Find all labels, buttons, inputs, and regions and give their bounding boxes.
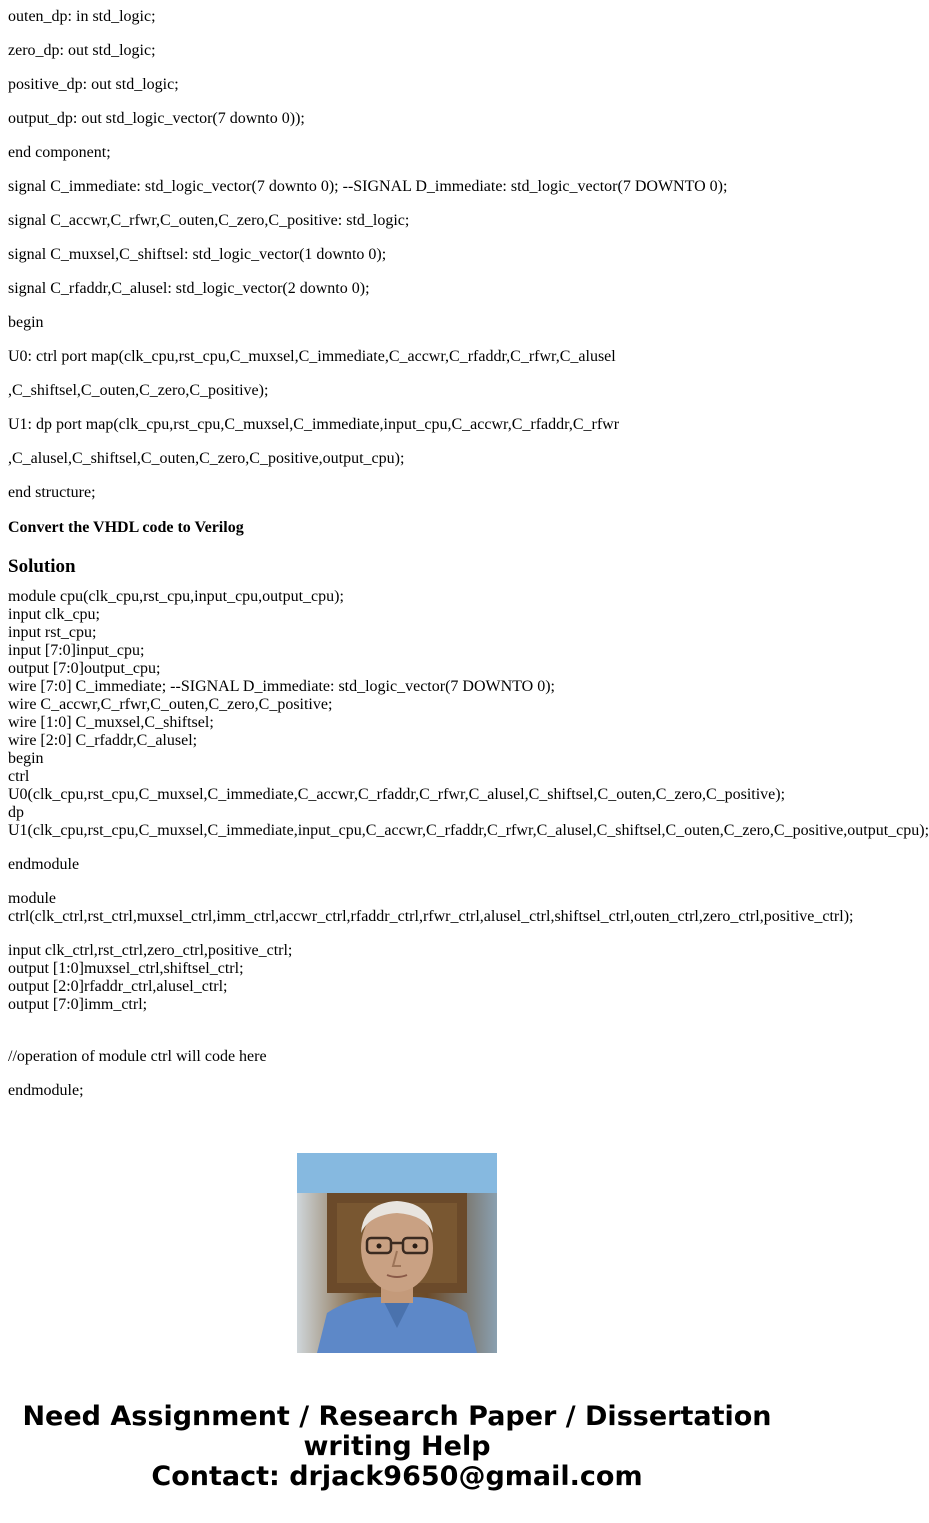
verilog-line: endmodule (8, 856, 80, 873)
vhdl-line: signal C_accwr,C_rfwr,C_outen,C_zero,C_positive: std_logic; (8, 212, 410, 229)
verilog-line: input clk_ctrl,rst_ctrl,zero_ctrl,positive_ctrl; (8, 942, 293, 959)
vhdl-line: ,C_shiftsel,C_outen,C_zero,C_positive); (8, 382, 269, 399)
vhdl-line: signal C_immediate: std_logic_vector(7 downto 0); --SIGNAL D_immediate: std_logic_vector(7 DOWNTO 0); (8, 178, 728, 195)
vhdl-line: signal C_muxsel,C_shiftsel: std_logic_vector(1 downto 0); (8, 246, 387, 263)
vhdl-line: end structure; (8, 484, 96, 501)
vhdl-line: positive_dp: out std_logic; (8, 76, 179, 93)
blank-line (8, 926, 794, 942)
cta-line-2: writing Help (303, 1431, 491, 1462)
vhdl-line: zero_dp: out std_logic; (8, 42, 156, 59)
vhdl-line: ,C_alusel,C_shiftsel,C_outen,C_zero,C_positive,output_cpu); (8, 450, 405, 467)
blank-line (8, 840, 794, 856)
vhdl-line: U1: dp port map(clk_cpu,rst_cpu,C_muxsel,C_immediate,input_cpu,C_accwr,C_rfaddr,C_rfwr (8, 416, 620, 433)
verilog-line: U0(clk_cpu,rst_cpu,C_muxsel,C_immediate,C_accwr,C_rfaddr,C_rfwr,C_alusel,C_shiftsel,C_outen,C_zero,C_positive); (8, 786, 786, 803)
blank-line (8, 1066, 794, 1082)
verilog-line: wire [1:0] C_muxsel,C_shiftsel; (8, 714, 214, 731)
document-body (8, 0, 929, 1100)
author-avatar (297, 1153, 497, 1353)
cta-line-1: Need Assignment / Research Paper / Dissertation (22, 1401, 772, 1432)
vhdl-line: U0: ctrl port map(clk_cpu,rst_cpu,C_muxsel,C_immediate,C_accwr,C_rfaddr,C_rfwr,C_alusel (8, 348, 616, 365)
verilog-line: wire C_accwr,C_rfwr,C_outen,C_zero,C_positive; (8, 696, 333, 713)
verilog-line: //operation of module ctrl will code here (8, 1048, 267, 1065)
verilog-line: ctrl (8, 768, 30, 785)
author-portrait-image (297, 1153, 497, 1353)
vhdl-line: output_dp: out std_logic_vector(7 downto 0)); (8, 110, 305, 127)
question-text: Convert the VHDL code to Verilog (8, 519, 244, 536)
verilog-line: output [7:0]output_cpu; (8, 660, 161, 677)
verilog-code-listing (8, 588, 929, 1100)
verilog-line: U1(clk_cpu,rst_cpu,C_muxsel,C_immediate,input_cpu,C_accwr,C_rfaddr,C_rfwr,C_alusel,C_shiftsel,C_outen,C_zero,C_positive,output_cpu); (8, 822, 929, 839)
vhdl-line: signal C_rfaddr,C_alusel: std_logic_vector(2 downto 0); (8, 280, 370, 297)
verilog-line: module (8, 890, 56, 907)
verilog-line: endmodule; (8, 1082, 84, 1099)
cta-line-3: Contact: drjack9650@gmail.com (151, 1461, 643, 1492)
vhdl-line: end component; (8, 144, 111, 161)
verilog-line: wire [2:0] C_rfaddr,C_alusel; (8, 732, 198, 749)
verilog-line: input [7:0]input_cpu; (8, 642, 145, 659)
verilog-line: dp (8, 804, 24, 821)
vhdl-line: begin (8, 314, 44, 331)
blank-line (8, 1014, 794, 1048)
verilog-line: output [7:0]imm_ctrl; (8, 996, 148, 1013)
vhdl-line: outen_dp: in std_logic; (8, 8, 156, 25)
verilog-line: input clk_cpu; (8, 606, 100, 623)
verilog-line: output [1:0]muxsel_ctrl,shiftsel_ctrl; (8, 960, 244, 977)
vhdl-code-listing (8, 0, 794, 510)
verilog-line: wire [7:0] C_immediate; --SIGNAL D_immediate: std_logic_vector(7 DOWNTO 0); (8, 678, 555, 695)
verilog-line: input rst_cpu; (8, 624, 97, 641)
solution-heading: Solution (8, 556, 76, 577)
verilog-line: module cpu(clk_cpu,rst_cpu,input_cpu,output_cpu); (8, 588, 344, 605)
contact-banner (0, 1402, 794, 1492)
verilog-line: output [2:0]rfaddr_ctrl,alusel_ctrl; (8, 978, 228, 995)
verilog-line: begin (8, 750, 44, 767)
blank-line (8, 874, 794, 890)
verilog-line: ctrl(clk_ctrl,rst_ctrl,muxsel_ctrl,imm_ctrl,accwr_ctrl,rfaddr_ctrl,rfwr_ctrl,alusel_ctrl,shiftsel_ctrl,outen_ctrl,zero_ctrl,positive_ctrl); (8, 908, 854, 925)
